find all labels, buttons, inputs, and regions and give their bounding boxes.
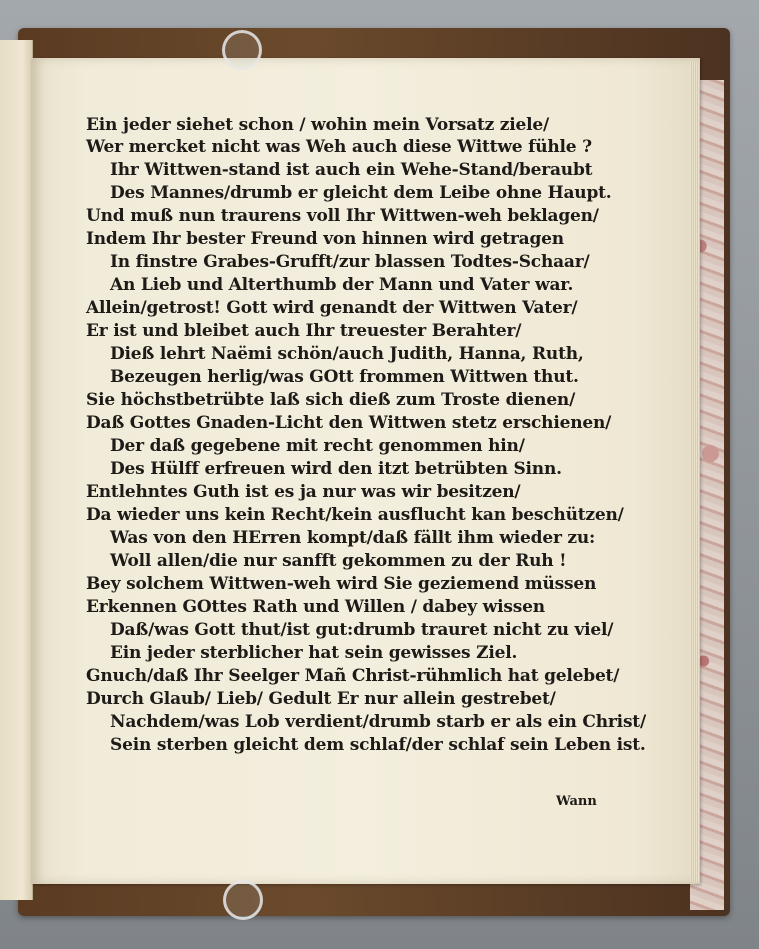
text-line: Bey solchem Wittwen-weh wird Sie geziemend müssen [86, 574, 597, 594]
book-clip-top [222, 30, 262, 70]
text-line: Ein jeder sterblicher hat sein gewisses Ziel. [110, 643, 518, 663]
text-line: Sie höchstbetrübte laß sich dieß zum Troste dienen/ [86, 390, 576, 410]
text-line: Er ist und bleibet auch Ihr treuester Berahter/ [86, 321, 522, 341]
text-line: Durch Glaub/ Lieb/ Gedult Er nur allein gestrebet/ [86, 689, 556, 709]
text-line: In finstre Grabes-Grufft/zur blassen Todtes-Schaar/ [110, 252, 590, 272]
page-edges [690, 62, 700, 882]
text-line: Indem Ihr bester Freund von hinnen wird getragen [86, 229, 564, 249]
text-line: Des Mannes/drumb er gleicht dem Leibe ohne Haupt. [110, 183, 612, 203]
text-line: Und muß nun traurens voll Ihr Wittwen-weh beklagen/ [86, 206, 599, 226]
text-line: Entlehntes Guth ist es ja nur was wir besitzen/ [86, 482, 521, 502]
text-line: Wer mercket nicht was Weh auch diese Wittwe fühle ? [86, 137, 592, 157]
text-line: Ihr Wittwen-stand ist auch ein Wehe-Stand/beraubt [110, 160, 593, 180]
text-line: Bezeugen herlig/was GOtt frommen Wittwen thut. [110, 367, 579, 387]
text-line: Des Hülff erfreuen wird den itzt betrübten Sinn. [110, 459, 562, 479]
text-line: Was von den HErren kompt/daß fällt ihm wieder zu: [110, 528, 596, 548]
text-line: Daß/was Gott thut/ist gut:drumb trauret nicht zu viel/ [110, 620, 614, 640]
catchword: Wann [556, 794, 597, 809]
facing-page-edge [0, 40, 33, 900]
text-line: Nachdem/was Lob verdient/drumb starb er als ein Christ/ [110, 712, 646, 732]
text-line: Dieß lehrt Naëmi schön/auch Judith, Hanna, Ruth, [110, 344, 584, 364]
text-line: Allein/getrost! Gott wird genandt der Wittwen Vater/ [86, 298, 578, 318]
text-line: Sein sterben gleicht dem schlaf/der schlaf sein Leben ist. [110, 735, 646, 755]
text-line: Woll allen/die nur sanfft gekommen zu der Ruh ! [110, 551, 567, 571]
text-line: Der daß gegebene mit recht genommen hin/ [110, 436, 525, 456]
text-line: Ein jeder siehet schon / wohin mein Vorsatz ziele/ [86, 115, 550, 135]
book-clip-bottom [223, 880, 263, 920]
text-line: Da wieder uns kein Recht/kein ausflucht kan beschützen/ [86, 505, 624, 525]
text-line: Gnuch/daß Ihr Seelger Mañ Christ-rühmlich hat gelebet/ [86, 666, 620, 686]
text-line: An Lieb und Alterthumb der Mann und Vater war. [110, 275, 574, 295]
text-line: Erkennen GOttes Rath und Willen / dabey wissen [86, 597, 545, 617]
text-line: Daß Gottes Gnaden-Licht den Wittwen stetz erschienen/ [86, 413, 612, 433]
